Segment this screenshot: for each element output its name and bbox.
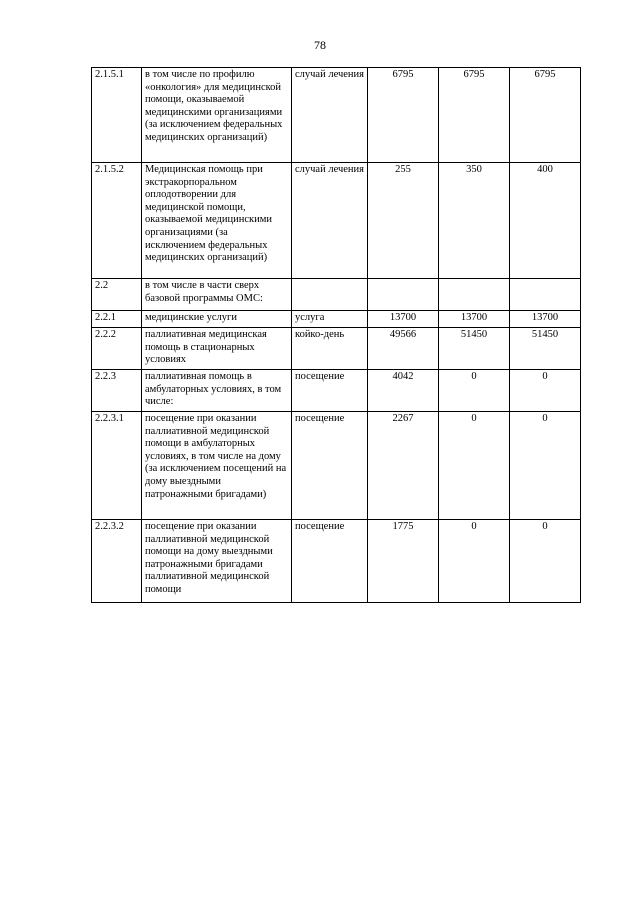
row-name: медицинские услуги — [142, 311, 292, 328]
row-value-3: 51450 — [510, 328, 581, 370]
row-name: Медицинская помощь при экстракорпоральном оплодотворении для медицинской помощи, оказываемой медицинскими организациями (за исключением федеральных медицинских организаций) — [142, 163, 292, 279]
row-code: 2.2 — [92, 279, 142, 311]
table-row — [92, 412, 581, 520]
page-number: 78 — [314, 38, 326, 52]
row-value-3: 0 — [510, 520, 581, 603]
row-value-3: 13700 — [510, 311, 581, 328]
table-row — [92, 520, 581, 603]
row-value-1: 13700 — [368, 311, 439, 328]
row-value-2 — [439, 279, 510, 311]
row-unit: койко-день — [292, 328, 368, 370]
row-code: 2.2.3.2 — [92, 520, 142, 603]
row-value-2: 0 — [439, 370, 510, 412]
row-value-1: 1775 — [368, 520, 439, 603]
row-value-1: 4042 — [368, 370, 439, 412]
row-name: в том числе в части сверх базовой программы ОМС: — [142, 279, 292, 311]
row-unit: посещение — [292, 370, 368, 412]
row-value-2: 0 — [439, 412, 510, 520]
table-row — [92, 163, 581, 279]
row-unit: случай лечения — [292, 163, 368, 279]
row-unit: посещение — [292, 520, 368, 603]
row-value-3: 400 — [510, 163, 581, 279]
row-unit: посещение — [292, 412, 368, 520]
row-value-2: 6795 — [439, 68, 510, 163]
row-value-2: 13700 — [439, 311, 510, 328]
table-row — [92, 279, 581, 311]
table-row — [92, 311, 581, 328]
row-value-3: 0 — [510, 370, 581, 412]
row-code: 2.2.2 — [92, 328, 142, 370]
row-value-3: 0 — [510, 412, 581, 520]
row-value-1: 255 — [368, 163, 439, 279]
row-code: 2.1.5.1 — [92, 68, 142, 163]
row-value-1: 49566 — [368, 328, 439, 370]
table-row — [92, 68, 581, 163]
row-unit: случай лечения — [292, 68, 368, 163]
table-row — [92, 370, 581, 412]
table-row — [92, 328, 581, 370]
row-value-2: 350 — [439, 163, 510, 279]
row-value-1: 6795 — [368, 68, 439, 163]
row-unit — [292, 279, 368, 311]
row-code: 2.2.3 — [92, 370, 142, 412]
data-table — [91, 67, 581, 603]
row-name: посещение при оказании паллиативной медицинской помощи в амбулаторных условиях, в том числе на дому (за исключением посещений на дому выездными патронажными бригадами) — [142, 412, 292, 520]
row-value-2: 51450 — [439, 328, 510, 370]
row-name: паллиативная медицинская помощь в стационарных условиях — [142, 328, 292, 370]
row-value-3: 6795 — [510, 68, 581, 163]
row-value-3 — [510, 279, 581, 311]
row-code: 2.1.5.2 — [92, 163, 142, 279]
row-unit: услуга — [292, 311, 368, 328]
row-code: 2.2.1 — [92, 311, 142, 328]
row-value-2: 0 — [439, 520, 510, 603]
row-name: паллиативная помощь в амбулаторных условиях, в том числе: — [142, 370, 292, 412]
row-value-1: 2267 — [368, 412, 439, 520]
row-code: 2.2.3.1 — [92, 412, 142, 520]
row-value-1 — [368, 279, 439, 311]
row-name: посещение при оказании паллиативной медицинской помощи на дому выездными патронажными бригадами паллиативной медицинской помощи — [142, 520, 292, 603]
row-name: в том числе по профилю «онкология» для медицинской помощи, оказываемой медицинскими организациями (за исключением федеральных медицинских организаций) — [142, 68, 292, 163]
